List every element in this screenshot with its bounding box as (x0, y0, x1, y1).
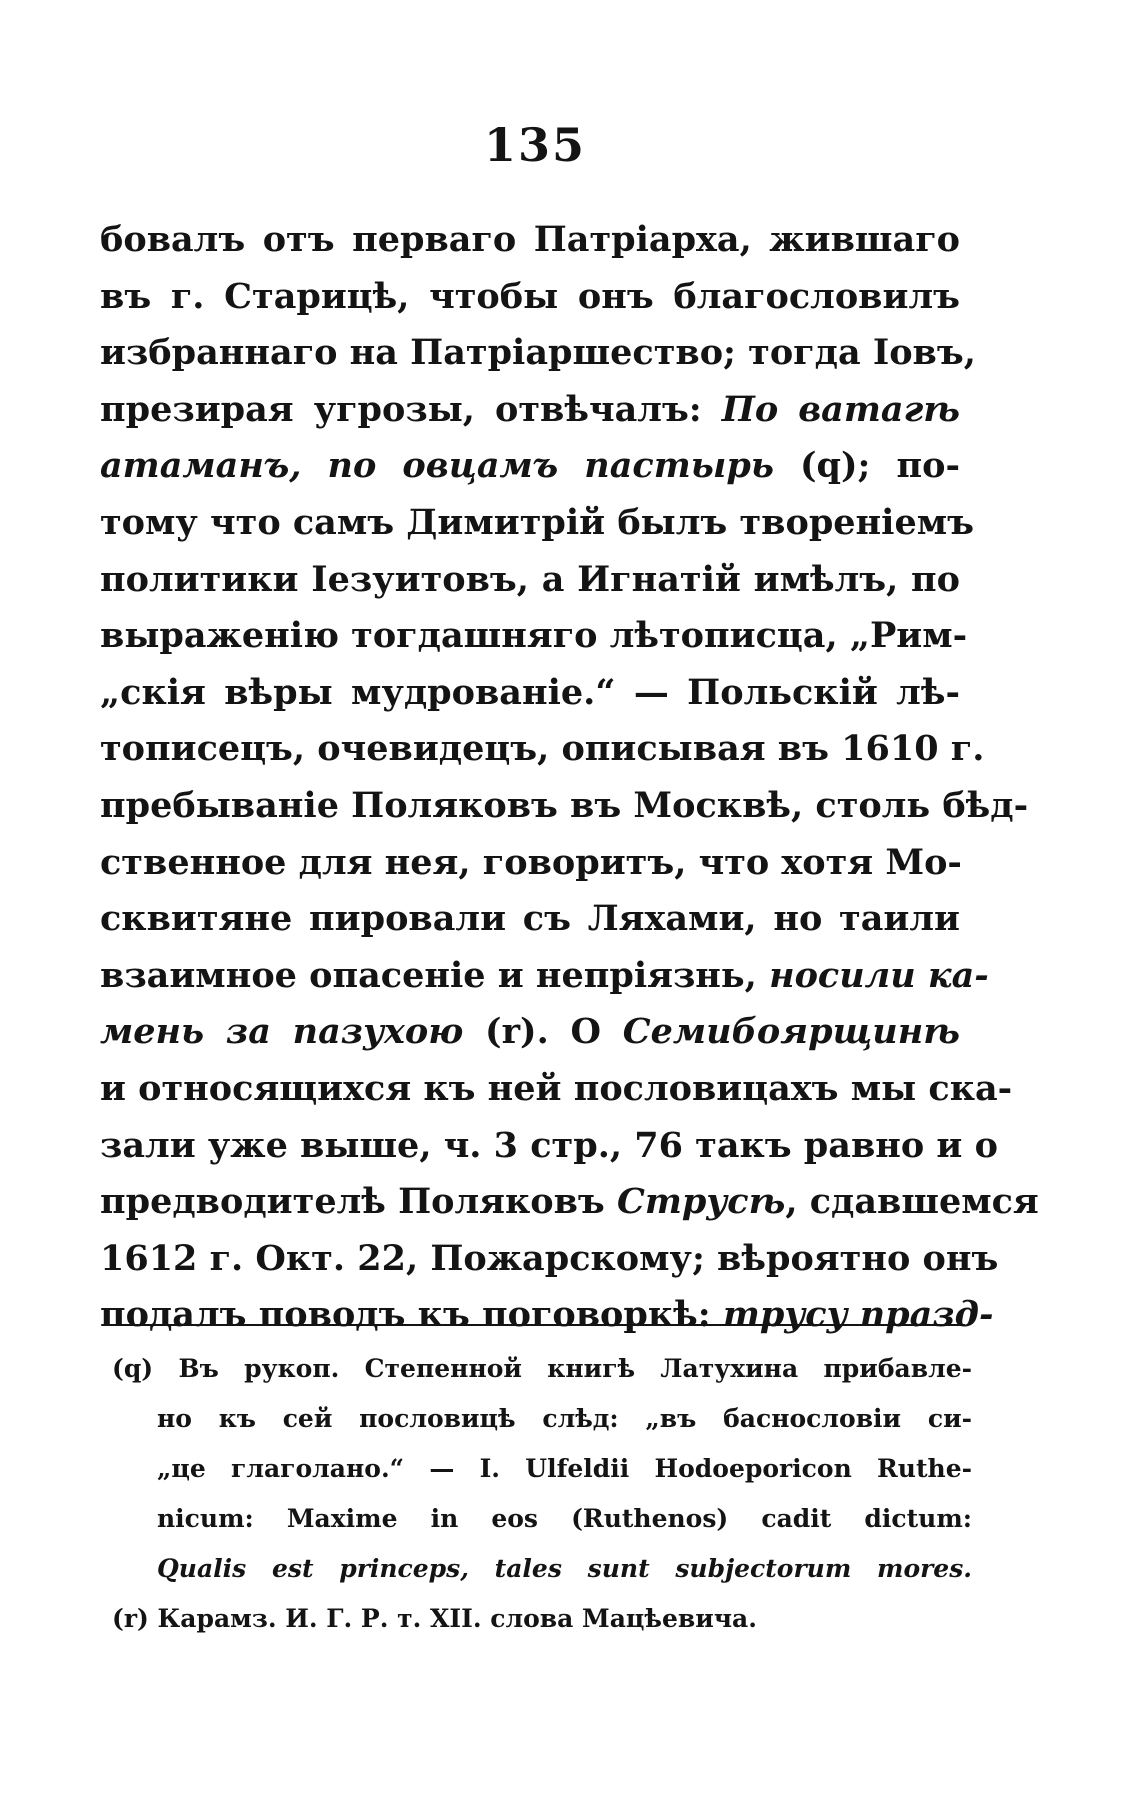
text-line: мень за пазухою (r). О Семибоярщинѣ (100, 1011, 960, 1053)
page-number: 135 (483, 118, 587, 172)
text-line: 1612 г. Окт. 22, Пожарскому; вѣроятно онъ (100, 1237, 999, 1279)
text-line: тому что самъ Димитрій былъ твореніемъ (100, 501, 974, 543)
footnote-line: nicum: Maxime in eos (Ruthenos) cadit dictum: (157, 1504, 972, 1533)
text-line: выраженію тогдашняго лѣтописца, „Рим- (100, 615, 968, 657)
text-line: избраннаго на Патріаршество; тогда Іовъ, (100, 332, 976, 374)
text-line: предводителѣ Поляковъ Струсѣ, сдавшемся (100, 1181, 1039, 1223)
text-line: сквитяне пировали съ Ляхами, но таили (100, 898, 960, 940)
footnote-line: Qualis est princeps, tales sunt subjectorum mores. (157, 1554, 972, 1583)
footnote-line: но къ сей пословицѣ слѣд: „въ баснословіи си- (157, 1404, 972, 1433)
italic-phrase: трусу празд- (722, 1294, 994, 1336)
footnote-line: „це глаголано.“ — I. Ulfeldii Hodoeporicon Ruthe- (157, 1454, 972, 1483)
text-line: политики Іезуитовъ, а Игнатій имѣлъ, по (100, 558, 960, 600)
italic-phrase: Семибоярщинѣ (622, 1011, 960, 1053)
text-line: атаманъ, по овцамъ пастырь (q); по- (100, 445, 960, 487)
footnote-line: (r) Карамз. И. Г. Р. т. XII. слова Мацѣевича. (112, 1604, 757, 1633)
text-line: бовалъ отъ перваго Патріарха, жившаго (100, 219, 960, 260)
text-line: презирая угрозы, отвѣчалъ: По ватагѣ (100, 388, 961, 430)
italic-phrase: атаманъ, по овцамъ пастырь (100, 445, 774, 487)
italic-phrase: Струсѣ (616, 1181, 786, 1223)
footnote-line: (q) Въ рукоп. Степенной книгѣ Латухина прибавле- (112, 1354, 972, 1383)
italic-phrase: носили ка- (769, 954, 989, 996)
text-line: въ г. Старицѣ, чтобы онъ благословилъ (100, 275, 960, 317)
text-line: тописецъ, очевидецъ, описывая въ 1610 г. (100, 728, 985, 770)
footnotes (112, 1344, 972, 1644)
text-line: подалъ поводъ къ поговоркѣ: трусу празд- (100, 1294, 994, 1336)
text-line: пребываніе Поляковъ въ Москвѣ, столь бѣд- (100, 784, 1029, 826)
italic-phrase: мень за пазухою (100, 1011, 464, 1053)
text-line: „скія вѣры мудрованіе.“ — Польскій лѣ- (100, 671, 960, 713)
text-line: взаимное опасеніе и непріязнь, носили ка- (100, 954, 989, 996)
text-line: ственное для нея, говоритъ, что хотя Мо- (100, 841, 962, 883)
italic-phrase: По ватагѣ (721, 388, 961, 430)
body-text (100, 212, 1039, 1344)
footnote-separator (110, 1324, 965, 1326)
text-line: зали уже выше, ч. 3 стр., 76 такъ равно и о (100, 1124, 998, 1166)
text-line: и относящихся къ ней пословицахъ мы ска- (100, 1067, 1013, 1109)
